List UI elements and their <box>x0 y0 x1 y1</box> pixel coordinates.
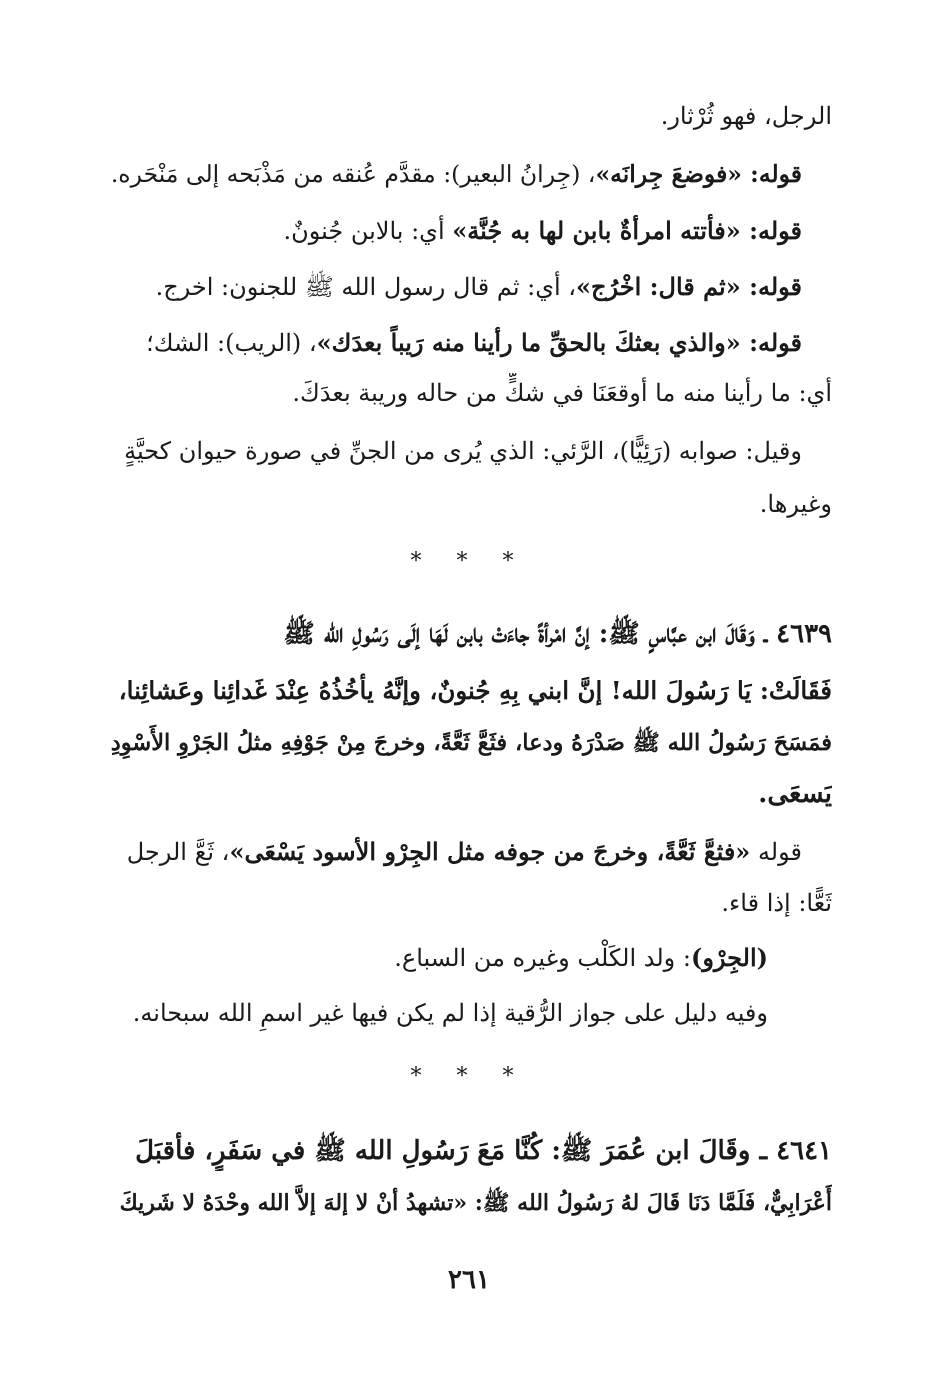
line-7: وقيل: صوابه (رَئِيًّا)، الرَّئي: الذي يُرى من الجنِّ في صورة حيوان كحيَّةٍ <box>124 437 802 465</box>
commentary-line-4: وفيه دليل على جواز الرُّقية إذا لم يكن فيها غير اسمِ الله سبحانه. <box>132 999 768 1027</box>
commentary-line-3: (الجِرْو): ولد الكَلْب وغيره من السباع. <box>394 943 768 972</box>
hadith-4639-line-3: فمَسَحَ رَسُولُ الله ﷺ صَدْرَهُ ودعا، فثَعَّ ثَعَّةً، وخرجَ مِنْ جَوْفِهِ مثلُ الجَرْوِ الأَسْوِدِ <box>110 730 832 756</box>
line-3: قوله: «فأتته امرأةٌ بابن لها به جُنَّة» أي: بالابن جُنونٌ. <box>283 216 802 245</box>
section-separator-1: * * * <box>410 549 528 574</box>
commentary-line-1: قوله «فثعَّ ثَعَّةً، وخرجَ من جوفه مثل الجِرْو الأسود يَسْعَى»، ثَعَّ الرجل <box>126 837 802 866</box>
line-8: وغيرها. <box>759 490 832 518</box>
line-4: قوله: «ثم قال: اخْرُج»، أي: ثم قال رسول الله ﷺ للجنون: اخرج. <box>155 272 802 301</box>
line-5: قوله: «والذي بعثكَ بالحقِّ ما رأينا منه رَيباً بعدَك»، (الريب): الشك؛ <box>146 328 802 357</box>
hadith-4641-line-1: ٤٦٤١ ـ وقَالَ ابن عُمَرَ ﷺ: كُنَّا مَعَ رَسُولِ الله ﷺ في سَفَرٍ، فأقبَلَ <box>135 1136 832 1166</box>
hadith-4639-line-4: يَسعَى. <box>758 779 832 809</box>
line-2: قوله: «فوضعَ جِرانَه»، (جِرانُ البعير): مقدَّم عُنقه من مَذْبَحه إلى مَنْحَره. <box>110 160 802 188</box>
section-separator-2: * * * <box>410 1064 528 1089</box>
hadith-4639-line-1: ٤٦٣٩ ـ وَقَالَ ابن عبَّاسٍ ﷺ: إنَّ امْرأةً جاءَتْ بابن لَهَا إلَى رَسُولِ الله ﷺ <box>283 619 832 649</box>
commentary-line-2: ثَعًّا: إذا قاء. <box>721 889 832 917</box>
hadith-4641-line-2: أَعْرَابِيٌّ، فَلَمَّا دَنَا قَالَ لهُ رَسُولُ الله ﷺ: «تشهدُ أنْ لا إلهَ إلاَّ الله وحْدَهُ لا شَريكَ <box>119 1190 832 1216</box>
hadith-4639-line-2: فَقَالَتْ: يَا رَسُولَ الله! إنَّ ابني بِهِ جُنونٌ، وإنَّهُ يأخُذُهُ عِنْدَ غَدائِنا وعَشائِنا، <box>118 676 832 705</box>
line-6: أي: ما رأينا منه ما أوقعَنَا في شكٍّ من حاله وريبة بعدَكَ. <box>292 379 832 407</box>
line-1: الرجل، فهو ثُرْثار. <box>660 102 832 130</box>
page-number: ٢٦١ <box>448 1265 490 1295</box>
